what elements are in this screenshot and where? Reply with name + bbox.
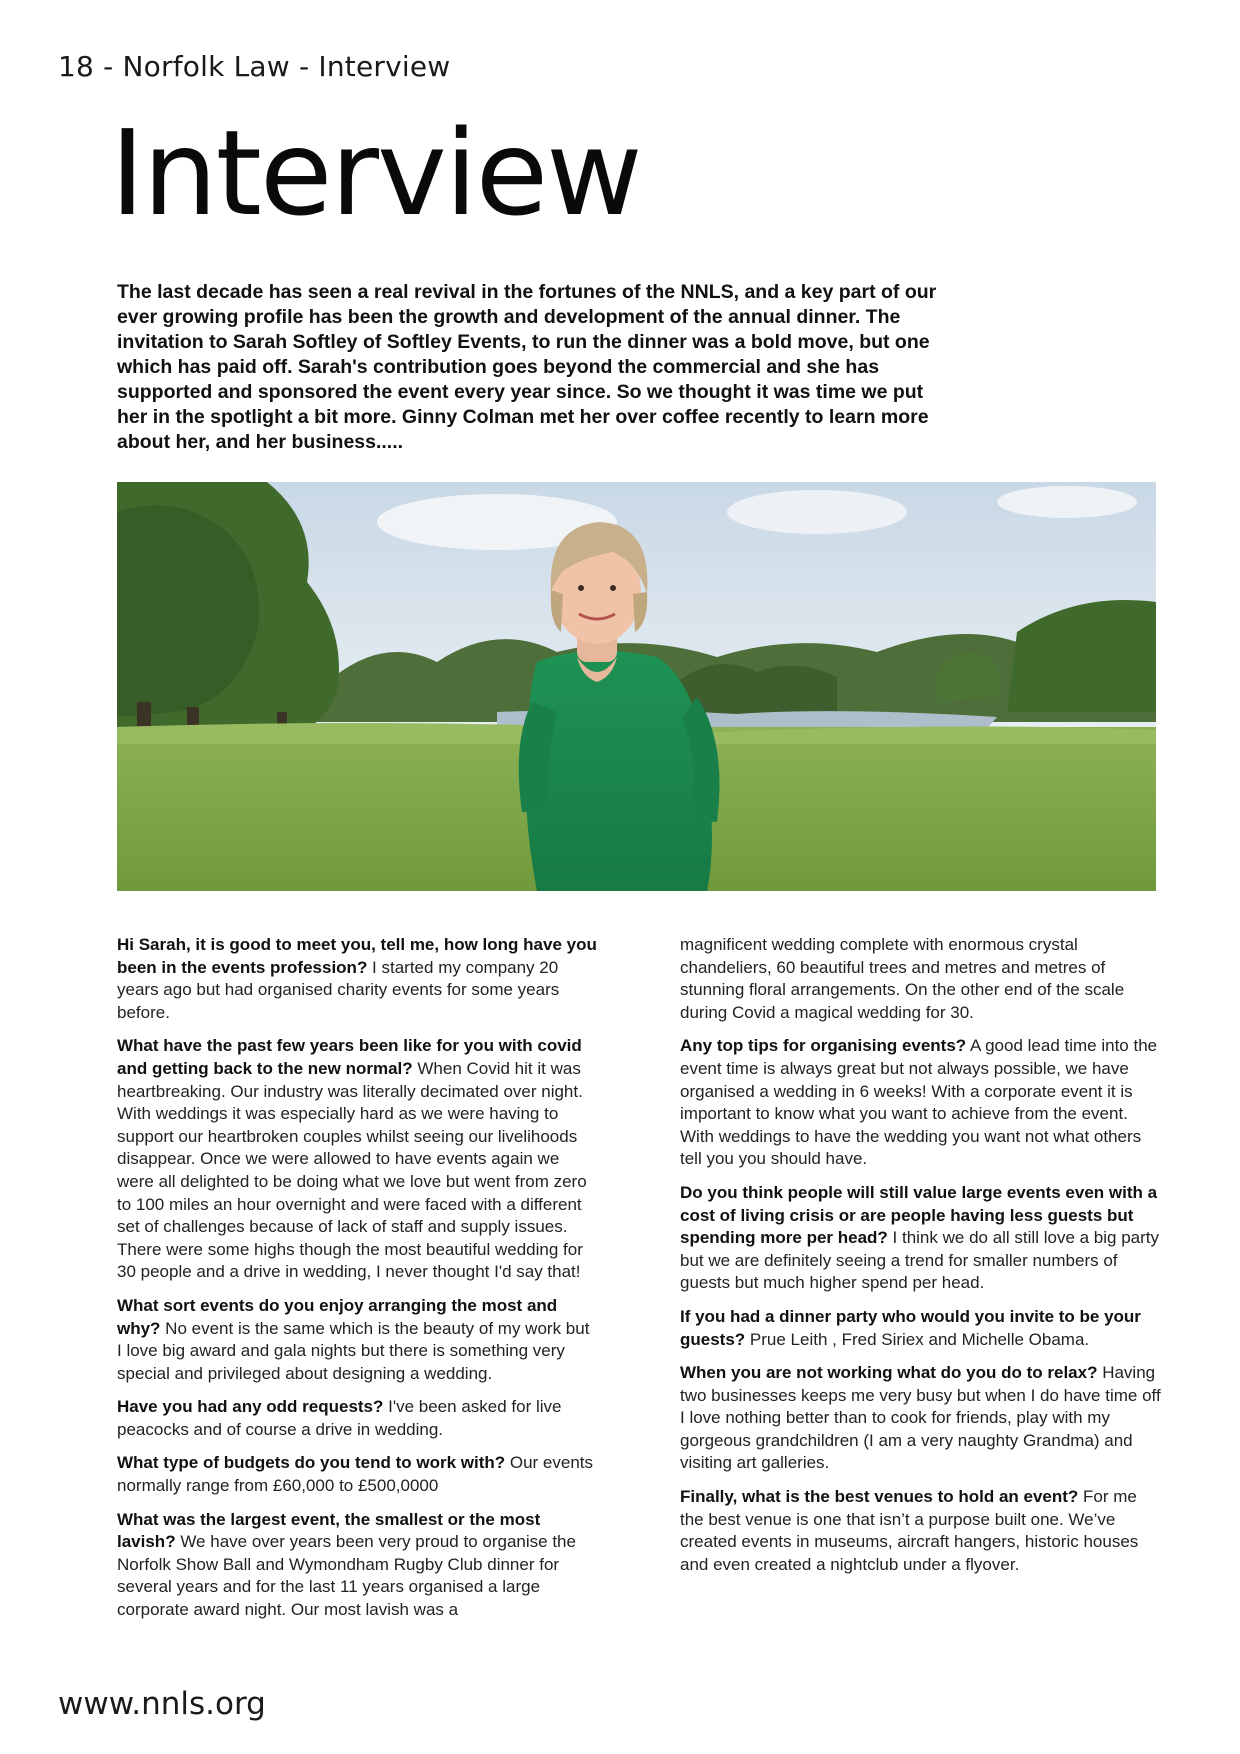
- qa-item: [680, 1486, 1162, 1576]
- question: Do you think people will still value large events even with a cost of living crisis or are people having less guests but spending more per head?: [680, 1182, 1158, 1248]
- answer: A good lead time into the event time is always great but not always possible, we have organised a wedding in 6 weeks! With a corporate event it is important to know what you want to achieve from the event. With weddings to have the wedding you want not what others tell you you should have.: [680, 1036, 1158, 1169]
- question: Finally, what is the best venues to hold an event?: [680, 1487, 1079, 1507]
- qa-item: [680, 1362, 1162, 1475]
- question: What type of budgets do you tend to work with?: [117, 1453, 506, 1473]
- question: Hi Sarah, it is good to meet you, tell me, how long have you been in the events profession?: [117, 935, 597, 977]
- qa-item: [117, 1452, 597, 1497]
- answer: Prue Leith , Fred Siriex and Michelle Obama.: [745, 1329, 1090, 1349]
- question: What was the largest event, the smallest or the most lavish?: [117, 1509, 541, 1552]
- running-head: 18 - Norfolk Law - Interview: [58, 50, 451, 83]
- answer: When Covid hit it was heartbreaking. Our industry was literally decimated over night. With weddings it was especially hard as we were having to support our heartbroken couples whilst seeing our livelihoods disappear. Once we were allowed to have events again we were all delighted to be doing what we love but went from zero to 100 miles an hour overnight and were faced with a different set of challenges because of lack of staff and supply issues. There were some highs though the most beautiful wedding for 30 people and a drive in wedding, I never thought I'd say that!: [117, 1058, 587, 1282]
- answer: We have over years been very proud to organise the Norfolk Show Ball and Wymondham Rugby Club dinner for several years and for the last 11 years organised a large corporate award night. Our most lavish was a: [117, 1532, 576, 1620]
- question: What have the past few years been like for you with covid and getting back to the new normal?: [117, 1036, 582, 1078]
- qa-item: [117, 934, 597, 1024]
- page-title: Interview: [110, 104, 641, 242]
- qa-item: [680, 1306, 1162, 1351]
- qa-item: [117, 1396, 597, 1441]
- question: Have you had any odd requests?: [117, 1397, 384, 1417]
- question: When you are not working what do you do to relax?: [680, 1363, 1098, 1383]
- qa-item: [680, 1035, 1162, 1171]
- question: What sort events do you enjoy arranging the most and why?: [117, 1295, 558, 1338]
- qa-item: [117, 1509, 597, 1622]
- intro-paragraph: [117, 280, 937, 455]
- qa-item: [680, 1182, 1162, 1295]
- continued-answer: magnificent wedding complete with enormous crystal chandeliers, 60 beautiful trees and metres and metres of stunning floral arrangements. On the other end of the scale during Covid a magical wedding for 30.: [680, 935, 1125, 1022]
- answer: No event is the same which is the beauty of my work but I love big award and gala nights but there is something very special and privileged about designing a wedding.: [117, 1318, 590, 1383]
- intro-text: The last decade has seen a real revival in the fortunes of the NNLS, and a key part of our ever growing profile has been the growth and development of the annual dinner. The invitation to Sarah Softley of Softley Events, to run the dinner was a bold move, but one which has paid off. Sarah's contribution goes beyond the commercial and she has supported and sponsored the event every year since. So we thought it was time we put her in the spotlight a bit more. Ginny Colman met her over coffee recently to learn more about her, and her business.....: [117, 281, 937, 453]
- answer: Having two businesses keeps me very busy but when I do have time off I love nothing better than to cook for friends, play with my gorgeous grandchildren (I am a very naughty Grandma) and visiting art galleries.: [680, 1363, 1161, 1473]
- portrait-photo: [117, 482, 1156, 891]
- qa-item: [117, 1295, 597, 1385]
- answer: For me the best venue is one that isn’t a purpose built one. We’ve created events in museums, aircraft hangers, historic houses and even created a nightclub under a flyover.: [680, 1487, 1139, 1574]
- answer: I think we do all still love a big party but we are definitely seeing a trend for smaller numbers of guests but much higher spend per head.: [680, 1228, 1159, 1293]
- question: Any top tips for organising events?: [680, 1036, 967, 1056]
- question: If you had a dinner party who would you invite to be your guests?: [680, 1306, 1141, 1349]
- footer-url[interactable]: www.nnls.org: [58, 1686, 266, 1722]
- left-column: [117, 934, 597, 1633]
- answer: I've been asked for live peacocks and of course a drive in wedding.: [117, 1397, 562, 1439]
- answer: Our events normally range from £60,000 to £500,0000: [117, 1453, 594, 1496]
- right-column: [680, 934, 1162, 1587]
- portrait-photo-icon: [117, 482, 1156, 891]
- answer: I started my company 20 years ago but had organised charity events for some years before.: [117, 957, 560, 1022]
- qa-item: [117, 1035, 597, 1284]
